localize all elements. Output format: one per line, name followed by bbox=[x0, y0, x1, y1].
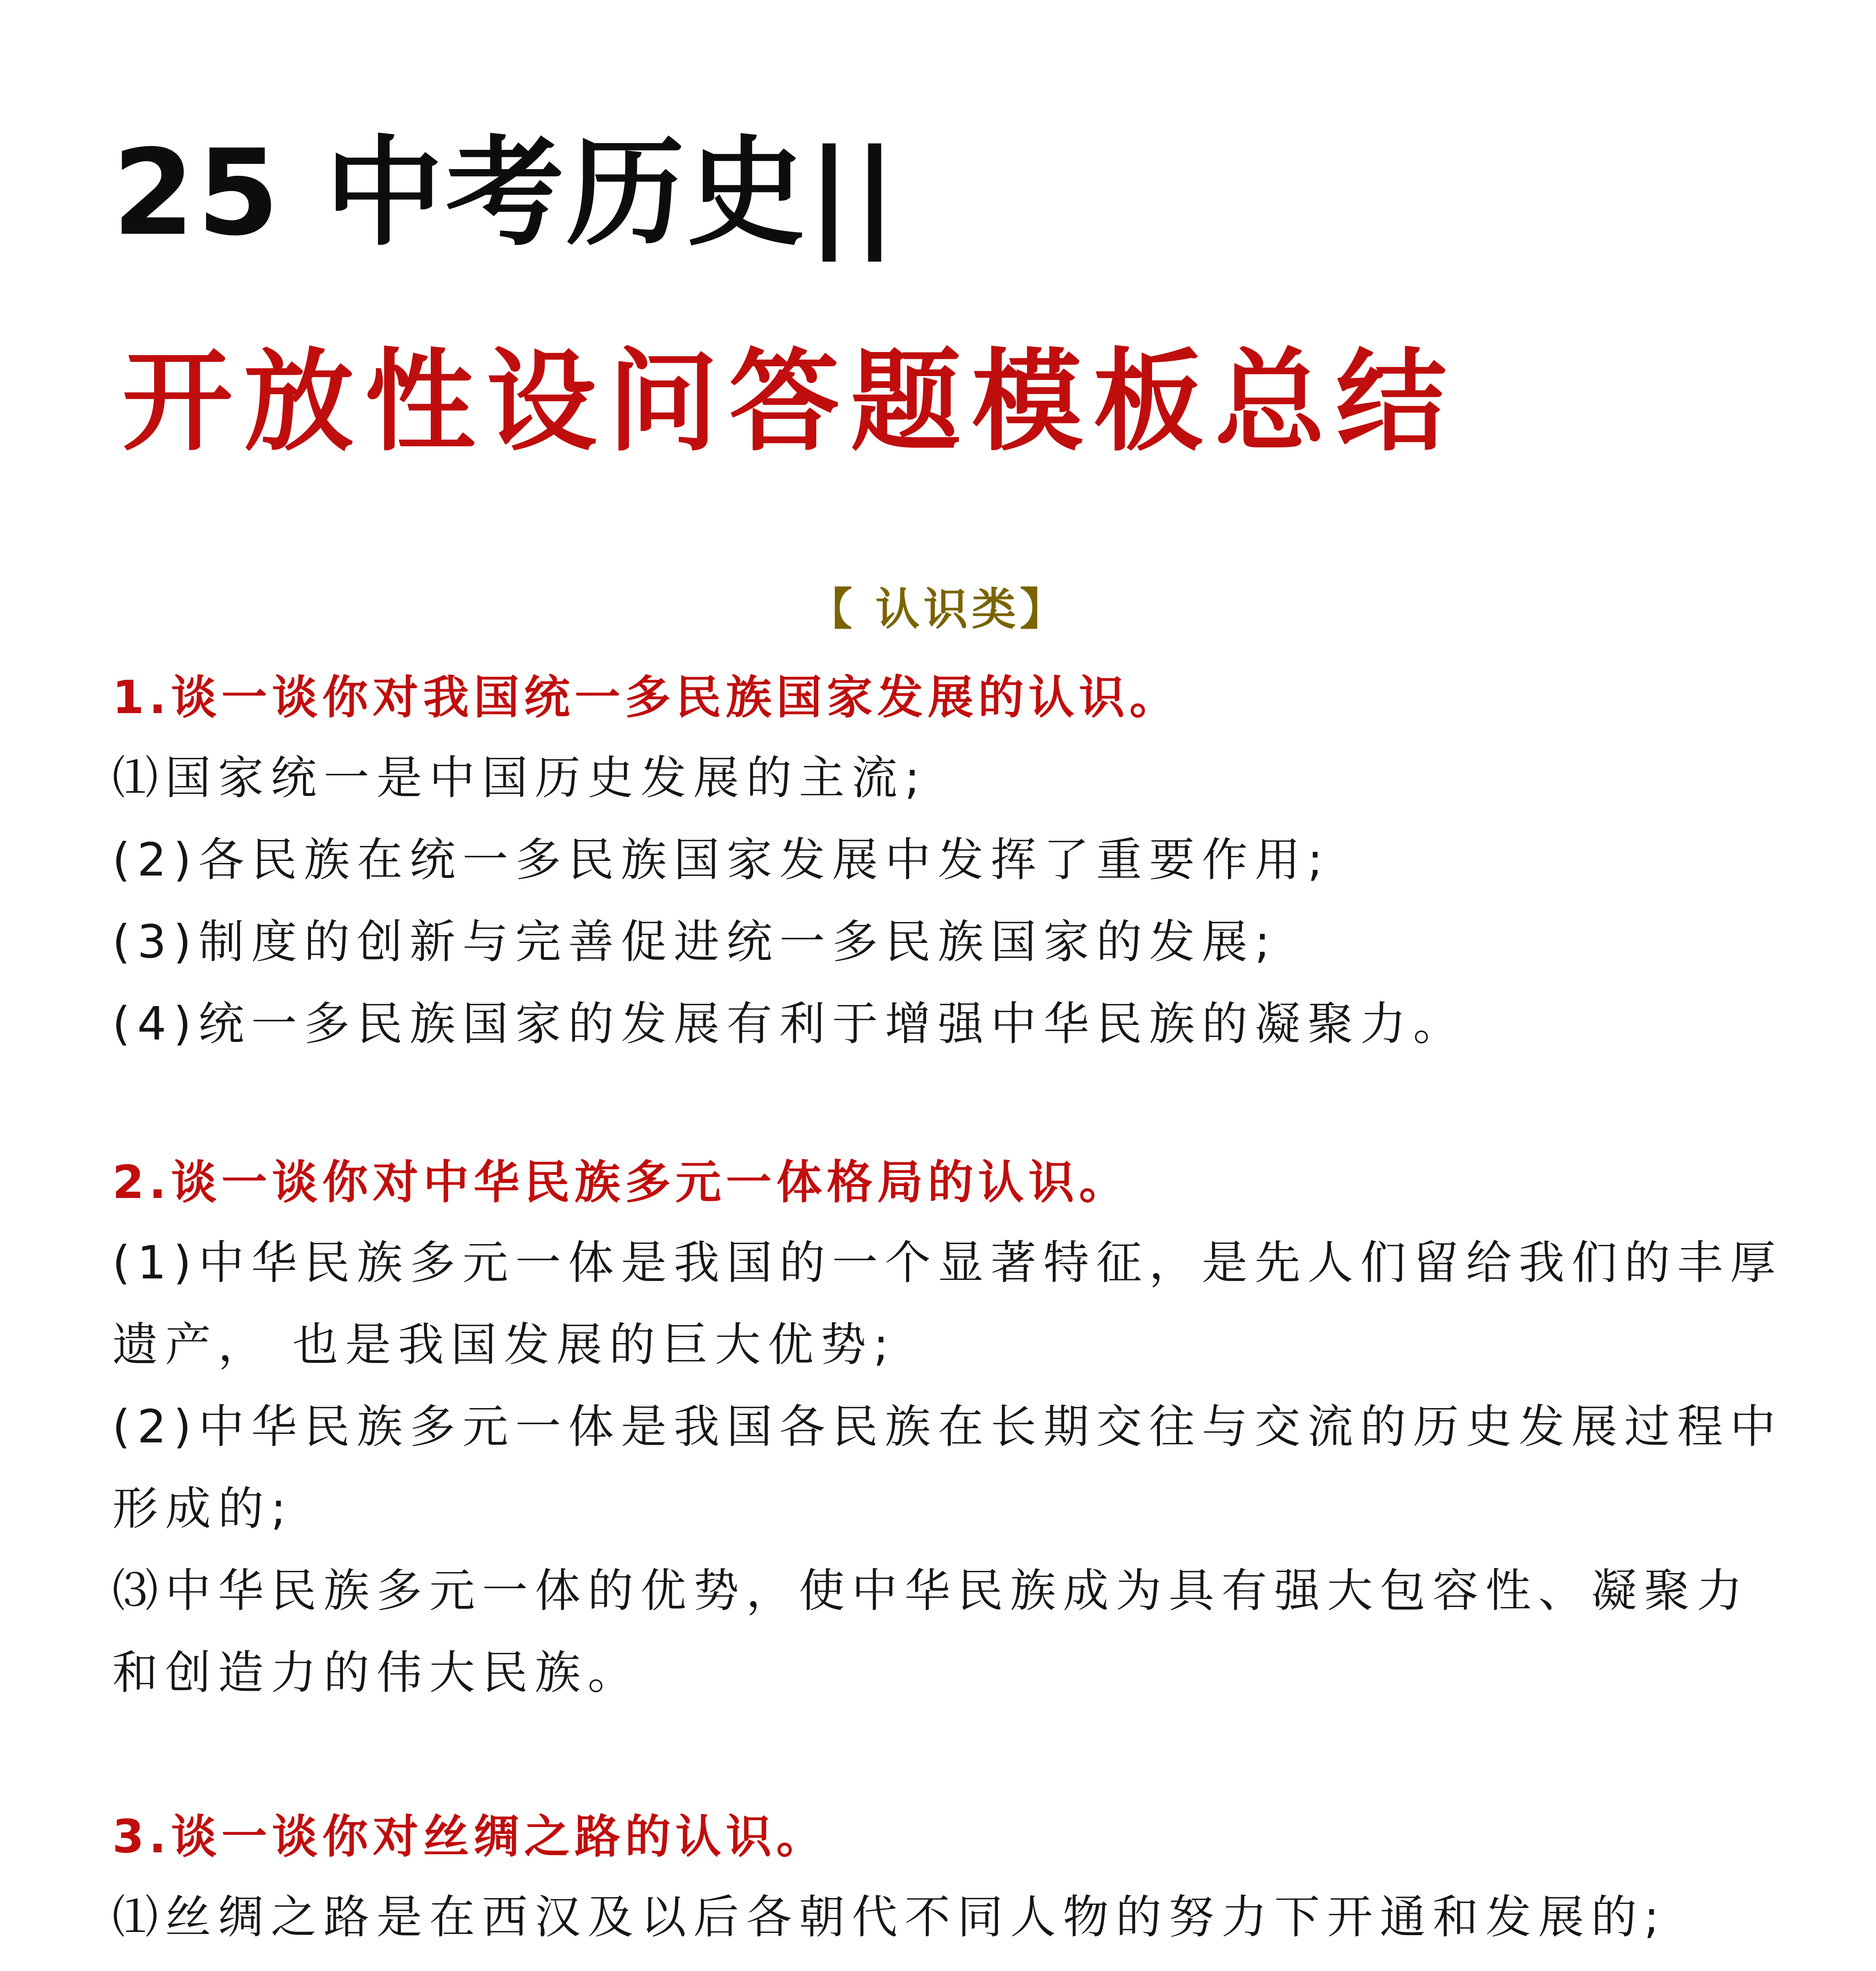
answer-2-3: ⑶中华民族多元一体的优势，使中华民族成为具有强大包容性、凝聚力和创造力的伟大民族。 bbox=[112, 1564, 1749, 1699]
answer-2-2: (2)中华民族多元一体是我国各民族在长期交往与交流的历史发展过程中形成的; bbox=[112, 1400, 1783, 1535]
section-2 bbox=[112, 1143, 1783, 1714]
title-line-2: 开放性设问答题模板总结 bbox=[122, 338, 1457, 466]
question-2: 2.谈一谈你对中华民族多元一体格局的认识。 bbox=[112, 1156, 1130, 1209]
answer-1-4: (4)统一多民族国家的发展有利于增强中华民族的凝聚力。 bbox=[112, 997, 1466, 1051]
category-heading: 【 认识类】 bbox=[808, 584, 1068, 635]
question-1: 1.谈一谈你对我国统一多民族国家发展的认识。 bbox=[112, 671, 1180, 724]
section-1 bbox=[112, 658, 1783, 1065]
title-line-1: 25 中考历史|| bbox=[112, 124, 899, 262]
answer-3-2 bbox=[112, 1958, 1783, 1971]
answer-1-1: ⑴国家统一是中国历史发展的主流; bbox=[112, 751, 927, 805]
answer-2-1: (1)中华民族多元一体是我国的一个显著特征，是先人们留给我们的丰厚遗产， 也是我国发展的巨大优势; bbox=[112, 1236, 1783, 1371]
answer-1-2: (2)各民族在统一多民族国家发展中发挥了重要作用; bbox=[112, 833, 1330, 887]
section-3 bbox=[112, 1798, 1783, 1971]
question-3: 3.谈一谈你对丝绸之路的认识。 bbox=[112, 1810, 827, 1863]
answer-3-1: ⑴丝绸之路是在西汉及以后各朝代不同人物的努力下开通和发展的; bbox=[112, 1891, 1667, 1944]
answer-1-3: (3)制度的创新与完善促进统一多民族国家的发展; bbox=[112, 915, 1277, 969]
